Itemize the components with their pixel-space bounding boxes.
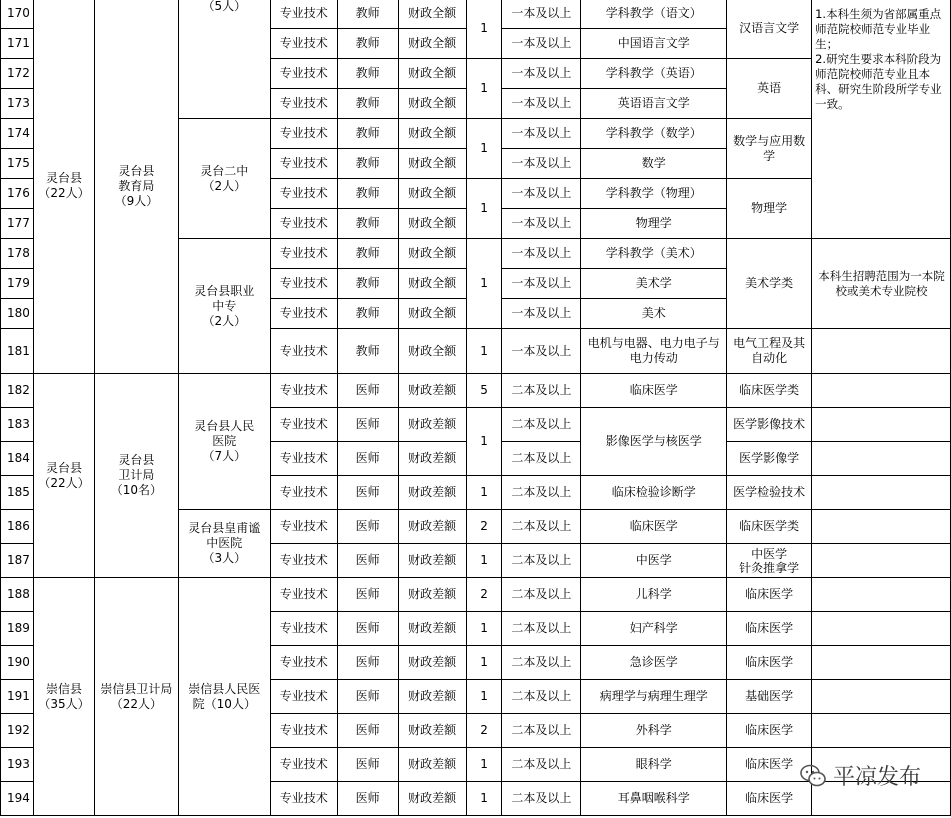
undergrad-major: 临床医学类 bbox=[727, 374, 812, 408]
row-number: 180 bbox=[1, 299, 34, 329]
remarks bbox=[812, 714, 951, 748]
row-number: 176 bbox=[1, 179, 34, 209]
funding-type: 财政全额 bbox=[398, 0, 466, 29]
position-type: 专业技术 bbox=[270, 714, 337, 748]
position-type: 专业技术 bbox=[270, 269, 337, 299]
grad-major: 学科教学（美术） bbox=[581, 239, 727, 269]
row-number: 185 bbox=[1, 476, 34, 510]
position-type: 专业技术 bbox=[270, 299, 337, 329]
remarks: 本科生招聘范围为一本院校或美术专业院校 bbox=[812, 239, 951, 329]
grad-major: 临床医学 bbox=[581, 510, 727, 544]
education-req: 一本及以上 bbox=[502, 89, 581, 119]
unit-cell: （5人） bbox=[178, 0, 270, 119]
position-name: 医师 bbox=[337, 646, 398, 680]
undergrad-major: 电气工程及其自动化 bbox=[727, 329, 812, 374]
funding-type: 财政全额 bbox=[398, 329, 466, 374]
position-name: 教师 bbox=[337, 239, 398, 269]
position-name: 医师 bbox=[337, 510, 398, 544]
remarks bbox=[812, 680, 951, 714]
education-req: 二本及以上 bbox=[502, 714, 581, 748]
education-req: 二本及以上 bbox=[502, 748, 581, 782]
headcount: 1 bbox=[466, 59, 502, 119]
position-type: 专业技术 bbox=[270, 119, 337, 149]
row-number: 184 bbox=[1, 442, 34, 476]
remarks: 1.本科生须为省部属重点师范院校师范专业毕业生； 2.研究生要求本科阶段为师范院校师范专业且本科、研究生阶段所学专业一致。 bbox=[812, 0, 951, 239]
education-req: 一本及以上 bbox=[502, 299, 581, 329]
row-number: 175 bbox=[1, 149, 34, 179]
position-type: 专业技术 bbox=[270, 59, 337, 89]
grad-major: 眼科学 bbox=[581, 748, 727, 782]
undergrad-major: 临床医学 bbox=[727, 714, 812, 748]
funding-type: 财政差额 bbox=[398, 714, 466, 748]
remarks bbox=[812, 646, 951, 680]
watermark bbox=[799, 760, 921, 791]
position-type: 专业技术 bbox=[270, 329, 337, 374]
funding-type: 财政全额 bbox=[398, 149, 466, 179]
education-req: 二本及以上 bbox=[502, 476, 581, 510]
headcount: 1 bbox=[466, 680, 502, 714]
undergrad-major: 临床医学类 bbox=[727, 510, 812, 544]
position-type: 专业技术 bbox=[270, 748, 337, 782]
funding-type: 财政差额 bbox=[398, 748, 466, 782]
unit-cell: 灵台县人民 医院 （7人） bbox=[178, 374, 270, 510]
position-name: 医师 bbox=[337, 408, 398, 442]
row-number: 188 bbox=[1, 578, 34, 612]
position-type: 专业技术 bbox=[270, 149, 337, 179]
headcount: 1 bbox=[466, 782, 502, 816]
headcount: 1 bbox=[466, 544, 502, 578]
undergrad-major: 临床医学 bbox=[727, 748, 812, 782]
remarks bbox=[812, 544, 951, 578]
row-number: 182 bbox=[1, 374, 34, 408]
undergrad-major: 基础医学 bbox=[727, 680, 812, 714]
wechat-icon bbox=[799, 762, 827, 790]
grad-major: 物理学 bbox=[581, 209, 727, 239]
position-name: 教师 bbox=[337, 299, 398, 329]
remarks bbox=[812, 329, 951, 374]
education-req: 二本及以上 bbox=[502, 680, 581, 714]
education-req: 一本及以上 bbox=[502, 59, 581, 89]
funding-type: 财政全额 bbox=[398, 239, 466, 269]
funding-type: 财政全额 bbox=[398, 179, 466, 209]
funding-type: 财政全额 bbox=[398, 299, 466, 329]
headcount: 2 bbox=[466, 714, 502, 748]
grad-major: 美术 bbox=[581, 299, 727, 329]
watermark-text: 平凉发布 bbox=[832, 765, 921, 790]
grad-major: 学科教学（英语） bbox=[581, 59, 727, 89]
position-type: 专业技术 bbox=[270, 408, 337, 442]
education-req: 二本及以上 bbox=[502, 612, 581, 646]
headcount: 1 bbox=[466, 748, 502, 782]
position-type: 专业技术 bbox=[270, 510, 337, 544]
funding-type: 财政差额 bbox=[398, 510, 466, 544]
position-name: 教师 bbox=[337, 149, 398, 179]
education-req: 二本及以上 bbox=[502, 578, 581, 612]
funding-type: 财政差额 bbox=[398, 646, 466, 680]
undergrad-major: 数学与应用数学 bbox=[727, 119, 812, 179]
education-req: 二本及以上 bbox=[502, 544, 581, 578]
funding-type: 财政全额 bbox=[398, 59, 466, 89]
position-name: 医师 bbox=[337, 612, 398, 646]
education-req: 二本及以上 bbox=[502, 442, 581, 476]
education-req: 一本及以上 bbox=[502, 149, 581, 179]
position-type: 专业技术 bbox=[270, 782, 337, 816]
education-req: 二本及以上 bbox=[502, 646, 581, 680]
remarks bbox=[812, 476, 951, 510]
grad-major: 急诊医学 bbox=[581, 646, 727, 680]
grad-major: 临床医学 bbox=[581, 374, 727, 408]
position-name: 医师 bbox=[337, 714, 398, 748]
headcount: 1 bbox=[466, 329, 502, 374]
position-type: 专业技术 bbox=[270, 646, 337, 680]
headcount: 1 bbox=[466, 179, 502, 239]
undergrad-major: 医学影像技术 bbox=[727, 408, 812, 442]
position-type: 专业技术 bbox=[270, 612, 337, 646]
position-type: 专业技术 bbox=[270, 544, 337, 578]
position-name: 教师 bbox=[337, 329, 398, 374]
row-number: 170 bbox=[1, 0, 34, 29]
undergrad-major: 临床医学 bbox=[727, 646, 812, 680]
row-number: 172 bbox=[1, 59, 34, 89]
education-req: 一本及以上 bbox=[502, 179, 581, 209]
undergrad-major: 物理学 bbox=[727, 179, 812, 239]
remarks bbox=[812, 510, 951, 544]
undergrad-major: 美术学类 bbox=[727, 239, 812, 329]
row-number: 173 bbox=[1, 89, 34, 119]
undergrad-major: 临床医学 bbox=[727, 578, 812, 612]
row-number: 192 bbox=[1, 714, 34, 748]
headcount: 2 bbox=[466, 510, 502, 544]
row-number: 194 bbox=[1, 782, 34, 816]
county-cell: 灵台县 （22人） bbox=[33, 0, 94, 374]
row-number: 177 bbox=[1, 209, 34, 239]
undergrad-major: 中医学 针灸推拿学 bbox=[727, 544, 812, 578]
position-name: 医师 bbox=[337, 680, 398, 714]
education-req: 一本及以上 bbox=[502, 239, 581, 269]
grad-major: 临床检验诊断学 bbox=[581, 476, 727, 510]
position-type: 专业技术 bbox=[270, 578, 337, 612]
position-name: 医师 bbox=[337, 578, 398, 612]
row-number: 174 bbox=[1, 119, 34, 149]
grad-major: 影像医学与核医学 bbox=[581, 408, 727, 476]
position-name: 医师 bbox=[337, 476, 398, 510]
education-req: 一本及以上 bbox=[502, 119, 581, 149]
education-req: 一本及以上 bbox=[502, 0, 581, 29]
position-name: 医师 bbox=[337, 748, 398, 782]
unit-cell: 崇信县人民医 院（10人） bbox=[178, 578, 270, 816]
position-name: 医师 bbox=[337, 544, 398, 578]
education-req: 一本及以上 bbox=[502, 29, 581, 59]
position-type: 专业技术 bbox=[270, 29, 337, 59]
position-name: 教师 bbox=[337, 29, 398, 59]
position-type: 专业技术 bbox=[270, 476, 337, 510]
education-req: 二本及以上 bbox=[502, 374, 581, 408]
row-number: 178 bbox=[1, 239, 34, 269]
funding-type: 财政差额 bbox=[398, 544, 466, 578]
department-cell: 灵台县 卫计局 （10名） bbox=[94, 374, 178, 578]
headcount: 1 bbox=[466, 0, 502, 59]
funding-type: 财政全额 bbox=[398, 119, 466, 149]
row-number: 183 bbox=[1, 408, 34, 442]
unit-cell: 灵台县职业 中专 （2人） bbox=[178, 239, 270, 374]
row-number: 193 bbox=[1, 748, 34, 782]
position-name: 医师 bbox=[337, 374, 398, 408]
grad-major: 学科教学（语文） bbox=[581, 0, 727, 29]
row-number: 171 bbox=[1, 29, 34, 59]
funding-type: 财政差额 bbox=[398, 442, 466, 476]
position-name: 教师 bbox=[337, 0, 398, 29]
unit-cell: 灵台县皇甫谧 中医院 （3人） bbox=[178, 510, 270, 578]
department-cell: 崇信县卫计局 （22人） bbox=[94, 578, 178, 816]
remarks bbox=[812, 408, 951, 442]
undergrad-major: 临床医学 bbox=[727, 612, 812, 646]
row-number: 187 bbox=[1, 544, 34, 578]
remarks bbox=[812, 612, 951, 646]
grad-major: 妇产科学 bbox=[581, 612, 727, 646]
position-type: 专业技术 bbox=[270, 89, 337, 119]
funding-type: 财政全额 bbox=[398, 29, 466, 59]
grad-major: 中医学 bbox=[581, 544, 727, 578]
undergrad-major: 医学影像学 bbox=[727, 442, 812, 476]
position-name: 教师 bbox=[337, 269, 398, 299]
row-number: 186 bbox=[1, 510, 34, 544]
grad-major: 儿科学 bbox=[581, 578, 727, 612]
position-name: 教师 bbox=[337, 209, 398, 239]
department-cell: 灵台县 教育局 （9人） bbox=[94, 0, 178, 374]
education-req: 二本及以上 bbox=[502, 408, 581, 442]
grad-major: 学科教学（数学） bbox=[581, 119, 727, 149]
remarks bbox=[812, 578, 951, 612]
undergrad-major: 临床医学 bbox=[727, 782, 812, 816]
position-type: 专业技术 bbox=[270, 374, 337, 408]
position-type: 专业技术 bbox=[270, 179, 337, 209]
headcount: 2 bbox=[466, 578, 502, 612]
row-number: 190 bbox=[1, 646, 34, 680]
position-type: 专业技术 bbox=[270, 239, 337, 269]
grad-major: 耳鼻咽喉科学 bbox=[581, 782, 727, 816]
position-name: 教师 bbox=[337, 119, 398, 149]
funding-type: 财政差额 bbox=[398, 374, 466, 408]
grad-major: 外科学 bbox=[581, 714, 727, 748]
remarks bbox=[812, 374, 951, 408]
funding-type: 财政差额 bbox=[398, 612, 466, 646]
grad-major: 学科教学（物理） bbox=[581, 179, 727, 209]
grad-major: 美术学 bbox=[581, 269, 727, 299]
undergrad-major: 医学检验技术 bbox=[727, 476, 812, 510]
education-req: 一本及以上 bbox=[502, 269, 581, 299]
remarks bbox=[812, 442, 951, 476]
funding-type: 财政全额 bbox=[398, 89, 466, 119]
headcount: 1 bbox=[466, 612, 502, 646]
position-type: 专业技术 bbox=[270, 0, 337, 29]
headcount: 5 bbox=[466, 374, 502, 408]
education-req: 二本及以上 bbox=[502, 782, 581, 816]
education-req: 一本及以上 bbox=[502, 209, 581, 239]
headcount: 1 bbox=[466, 119, 502, 179]
funding-type: 财政差额 bbox=[398, 408, 466, 442]
funding-type: 财政全额 bbox=[398, 209, 466, 239]
position-name: 教师 bbox=[337, 89, 398, 119]
row-number: 179 bbox=[1, 269, 34, 299]
education-req: 一本及以上 bbox=[502, 329, 581, 374]
education-req: 二本及以上 bbox=[502, 510, 581, 544]
undergrad-major: 汉语言文学 bbox=[727, 0, 812, 59]
funding-type: 财政差额 bbox=[398, 782, 466, 816]
position-type: 专业技术 bbox=[270, 209, 337, 239]
position-type: 专业技术 bbox=[270, 680, 337, 714]
position-name: 教师 bbox=[337, 59, 398, 89]
position-name: 教师 bbox=[337, 179, 398, 209]
position-name: 医师 bbox=[337, 442, 398, 476]
position-type: 专业技术 bbox=[270, 442, 337, 476]
funding-type: 财政差额 bbox=[398, 476, 466, 510]
grad-major: 中国语言文学 bbox=[581, 29, 727, 59]
funding-type: 财政全额 bbox=[398, 269, 466, 299]
county-cell: 崇信县 （35人） bbox=[33, 578, 94, 816]
headcount: 1 bbox=[466, 476, 502, 510]
unit-cell: 灵台二中 （2人） bbox=[178, 119, 270, 239]
row-number: 191 bbox=[1, 680, 34, 714]
position-name: 医师 bbox=[337, 782, 398, 816]
grad-major: 病理学与病理生理学 bbox=[581, 680, 727, 714]
headcount: 1 bbox=[466, 646, 502, 680]
headcount: 1 bbox=[466, 408, 502, 476]
grad-major: 电机与电器、电力电子与电力传动 bbox=[581, 329, 727, 374]
row-number: 181 bbox=[1, 329, 34, 374]
row-number: 189 bbox=[1, 612, 34, 646]
grad-major: 英语语言文学 bbox=[581, 89, 727, 119]
funding-type: 财政差额 bbox=[398, 578, 466, 612]
undergrad-major: 英语 bbox=[727, 59, 812, 119]
funding-type: 财政差额 bbox=[398, 680, 466, 714]
headcount: 1 bbox=[466, 239, 502, 329]
county-cell: 灵台县 （22人） bbox=[33, 374, 94, 578]
grad-major: 数学 bbox=[581, 149, 727, 179]
